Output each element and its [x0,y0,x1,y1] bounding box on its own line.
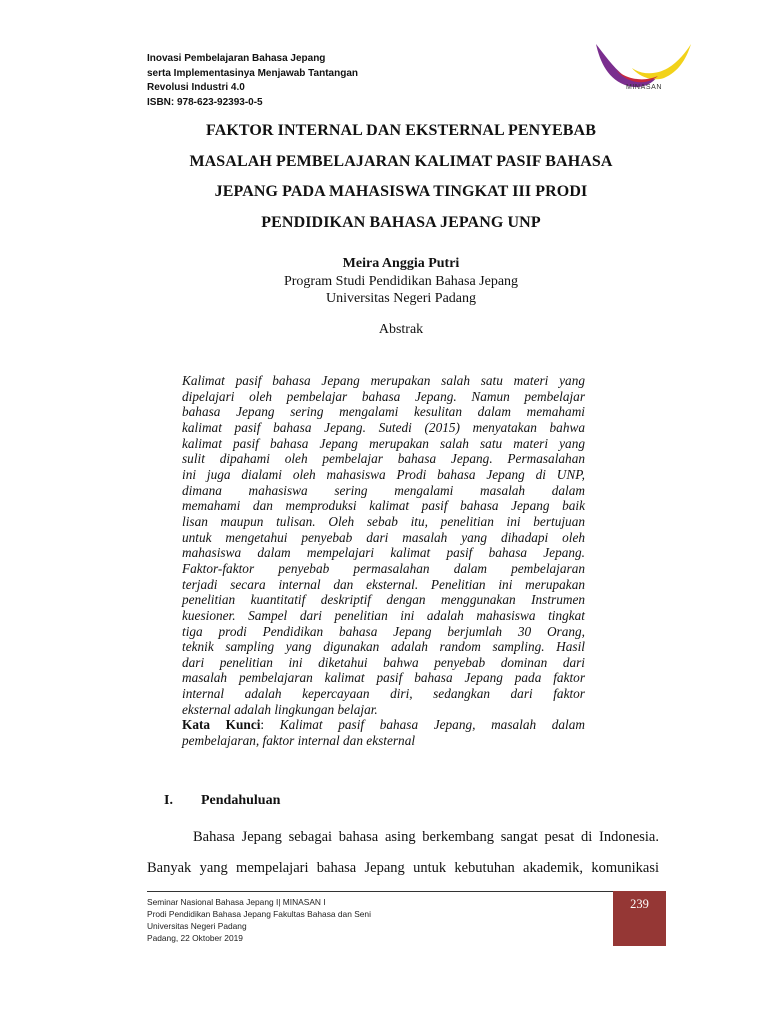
abstract-line: kalimat pasif bahasa Jepang. Sutedi (2015) menyatakan bahwa [182,419,585,435]
title-line: JEPANG PADA MAHASISWA TINGKAT III PRODI [214,183,588,200]
abstract-line: eksternal adalah lingkungan belajar. [182,701,378,717]
abstract-body [182,373,585,749]
title-line: MASALAH PEMBELAJARAN KALIMAT PASIF BAHASA [189,152,613,170]
footer-divider [147,891,613,892]
section-title: Pendahuluan [201,793,281,808]
footer [147,896,371,944]
footer-line: Universitas Negeri Padang [147,921,247,931]
abstract-line: tiga prodi Pendidikan bahasa Jepang berjumlah 30 Orang, [182,623,585,639]
page-number: 239 [613,891,666,946]
keywords-label: Kata Kunci [182,717,261,733]
logo-text: MINASAN [625,84,663,91]
running-header [147,52,358,110]
abstract-line: teknik sampling yang digunakan adalah random sampling. Hasil [182,639,585,655]
header-line: Inovasi Pembelajaran Bahasa Jepang [147,53,326,64]
header-line: Revolusi Industri 4.0 [147,82,245,93]
body-line: Banyak yang mempelajari bahasa Jepang untuk kebutuhan akademik, komunikasi [147,860,659,876]
author-block [150,255,652,308]
keywords-line [182,717,585,733]
abstract-line: dipelajari oleh pembelajar bahasa Jepang. Namun pembelajar [182,388,585,404]
section-number: I. [164,793,173,808]
abstract-line: lisan maupun tulisan. Oleh sebab itu, penelitian ini bertujuan [182,513,585,529]
abstract-line: terjadi secara internal dan eksternal. Penelitian ini merupakan [182,576,585,592]
body-line: Bahasa Jepang sebagai bahasa asing berkembang sangat pesat di Indonesia. [193,829,659,845]
header-line: ISBN: 978-623-92393-0-5 [147,96,263,108]
abstract-line: ini juga dialami oleh mahasiswa Prodi bahasa Jepang di UNP, [182,466,585,482]
paper-title [150,116,652,238]
abstract-heading: Abstrak [378,322,424,337]
logo-purple-swoosh [596,44,660,87]
header-line: serta Implementasinya Menjawab Tantangan [147,67,358,79]
footer-line: Padang, 22 Oktober 2019 [147,933,243,943]
abstract-line: untuk mengetahui penyebab dari masalah yang dihadapi oleh [182,529,585,545]
abstract-line: sulit dipahami oleh pembelajar bahasa Jepang. Permasalahan [182,451,585,467]
abstract-line: internal adalah kepercayaan diri, sedangkan dari faktor [182,686,585,702]
body-paragraph [147,822,659,884]
keywords-line: pembelajaran, faktor internal dan eksternal [182,733,416,749]
abstract-line: dimana mahasiswa sering mengalami masalah dalam [182,482,585,498]
section-heading [164,793,280,809]
abstract-line: mahasiswa dalam mempelajari kalimat pasif bahasa Jepang. [182,545,585,561]
keywords-text: Kalimat pasif bahasa Jepang, masalah dalam [279,717,586,733]
abstract-line: Faktor-faktor penyebab permasalahan dalam pembelajaran [182,560,585,576]
logo-yellow-swoosh [632,44,691,79]
abstract-line: Kalimat pasif bahasa Jepang merupakan salah satu materi yang [182,373,585,388]
abstract-line: bahasa Jepang sering mengalami kesulitan dalam memahami [182,404,585,420]
author-name: Meira Anggia Putri [342,256,460,271]
abstract-line: penelitian kuantitatif deskriptif dengan menggunakan Instrumen [182,592,585,608]
abstract-line: masalah pembelajaran kalimat pasif bahasa Jepang pada faktor [182,670,585,686]
footer-line: Prodi Pendidikan Bahasa Jepang Fakultas Bahasa dan Seni [147,909,371,919]
footer-line: Seminar Nasional Bahasa Jepang I| MINASAN I [147,897,326,907]
abstract-line: memahami dan memproduksi kalimat pasif bahasa Jepang baik [182,498,585,514]
author-program: Program Studi Pendidikan Bahasa Jepang [283,273,519,289]
keywords-colon: : [260,717,265,733]
author-university: Universitas Negeri Padang [325,291,477,306]
title-line: PENDIDIKAN BAHASA JEPANG UNP [261,213,541,231]
abstract-line: kalimat pasif bahasa Jepang merupakan salah satu materi yang [182,435,585,451]
abstract-line: dari penelitian ini diketahui bahwa penyebab dominan dari [182,654,585,670]
abstract-line: kuesioner. Sampel dari penelitian ini adalah mahasiswa tingkat [182,607,585,623]
title-line: FAKTOR INTERNAL DAN EKSTERNAL PENYEBAB [206,122,596,139]
